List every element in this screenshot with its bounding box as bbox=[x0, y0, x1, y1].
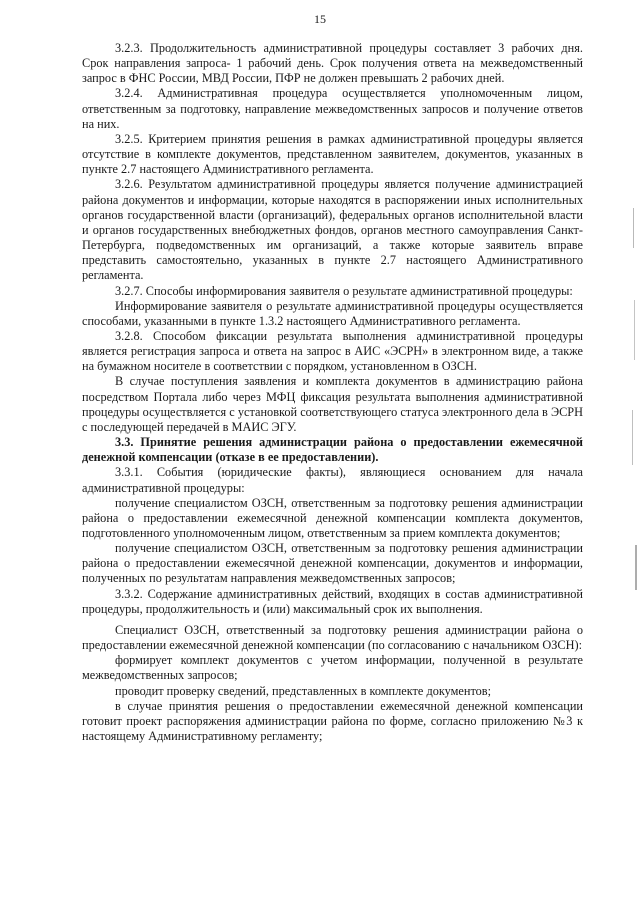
paragraph-3-2-5: 3.2.5. Критерием принятия решения в рамках административной процедуры является отсутствие в комплекте документов, представленном заявителем, документов, указанных в пункте 2.7 настоящего Административного регламента. bbox=[82, 131, 583, 177]
paragraph-action-3: в случае принятия решения о предоставлении ежемесячной денежной компенсации готовит проект распоряжения администрации района по форме, согласно приложению №3 к настоящему Административному регламенту; bbox=[82, 698, 583, 744]
paragraph-3-2-8-portal-case: В случае поступления заявления и комплекта документов в администрацию района посредством Портала либо через МФЦ фиксация результата выполнения административной процедуры осуществляется с установкой соответствующего статуса электронного дела в ЭСРН с последующей передачей в МАИС ЭГУ. bbox=[82, 374, 583, 434]
paragraph-3-2-3: 3.2.3. Продолжительность административной процедуры составляет 3 рабочих дня. Срок направления запроса- 1 рабочий день. Срок получения ответа на межведомственный запрос в ФНС России, МВД России, ПФР не должен превышать 2 рабочих дней. bbox=[82, 41, 583, 86]
paragraph-action-1: формирует комплект документов с учетом информации, полученной в результате межведомственных запросов; bbox=[82, 653, 583, 683]
paragraph-3-2-6: 3.2.6. Результатом административной процедуры является получение администрацией района документов и информации, которые находятся в распоряжении иных исполнительных органов государственной власти (организаций), федеральных органов исполнительной власти и органов государственных внебюджетных фондов, органов местного самоуправления Санкт-Петербурга, подведомственных им организаций, а также которые заявитель вправе представить самостоятельно, указанных в пункте 2.7 настоящего Административного регламента. bbox=[82, 177, 583, 283]
scan-mark bbox=[635, 545, 637, 590]
scan-mark bbox=[632, 410, 633, 465]
paragraph-3-2-8: 3.2.8. Способом фиксации результата выполнения административной процедуры является регистрация запроса и ответа на запрос в АИС «ЭСРН» в электронном виде, а также на бумажном носителе в соответствии с порядком, установленном в ОЗСН. bbox=[82, 328, 583, 374]
paragraph-3-2-7-informing: Информирование заявителя о результате административной процедуры осуществляется способами, указанными в пункте 1.3.2 настоящего Административного регламента. bbox=[82, 298, 583, 328]
scan-mark bbox=[634, 300, 635, 360]
paragraph-3-3-1: 3.3.1. События (юридические факты), являющиеся основанием для начала административной процедуры: bbox=[82, 465, 583, 495]
paragraph-3-2-4: 3.2.4. Административная процедура осуществляется уполномоченным лицом, ответственным за подготовку, направление межведомственных запросов и получение ответов на них. bbox=[82, 86, 583, 131]
paragraph-3-3-1-item-2: получение специалистом ОЗСН, ответственным за подготовку решения администрации района о предоставлении ежемесячной денежной компенсации, документов и информации, полученных по результатам направления межведомственных запросов; bbox=[82, 541, 583, 586]
paragraph-specialist: Специалист ОЗСН, ответственный за подготовку решения администрации района о предоставлении ежемесячной денежной компенсации (по согласованию с начальником ОЗСН): bbox=[82, 622, 583, 653]
paragraph-3-3-1-item-1: получение специалистом ОЗСН, ответственным за подготовку решения администрации района о предоставлении ежемесячной денежной компенсации комплекта документов, подготовленного уполномоченным лицом, ответственным за прием комплекта документов; bbox=[82, 495, 583, 540]
paragraph-3-2-7: 3.2.7. Способы информирования заявителя о результате административной процедуры: bbox=[115, 283, 573, 298]
paragraph-action-2: проводит проверку сведений, представленных в комплекте документов; bbox=[115, 683, 492, 698]
paragraph-3-3-2: 3.3.2. Содержание административных действий, входящих в состав административной процедуры, продолжительность и (или) максимальный срок их выполнения. bbox=[82, 586, 583, 616]
scan-mark bbox=[633, 208, 634, 248]
page-number: 15 bbox=[314, 12, 326, 26]
document-body bbox=[82, 41, 583, 744]
section-heading-3-3: 3.3. Принятие решения администрации района о предоставлении ежемесячной денежной компенсации (отказе в ее предоставлении). bbox=[82, 435, 583, 465]
